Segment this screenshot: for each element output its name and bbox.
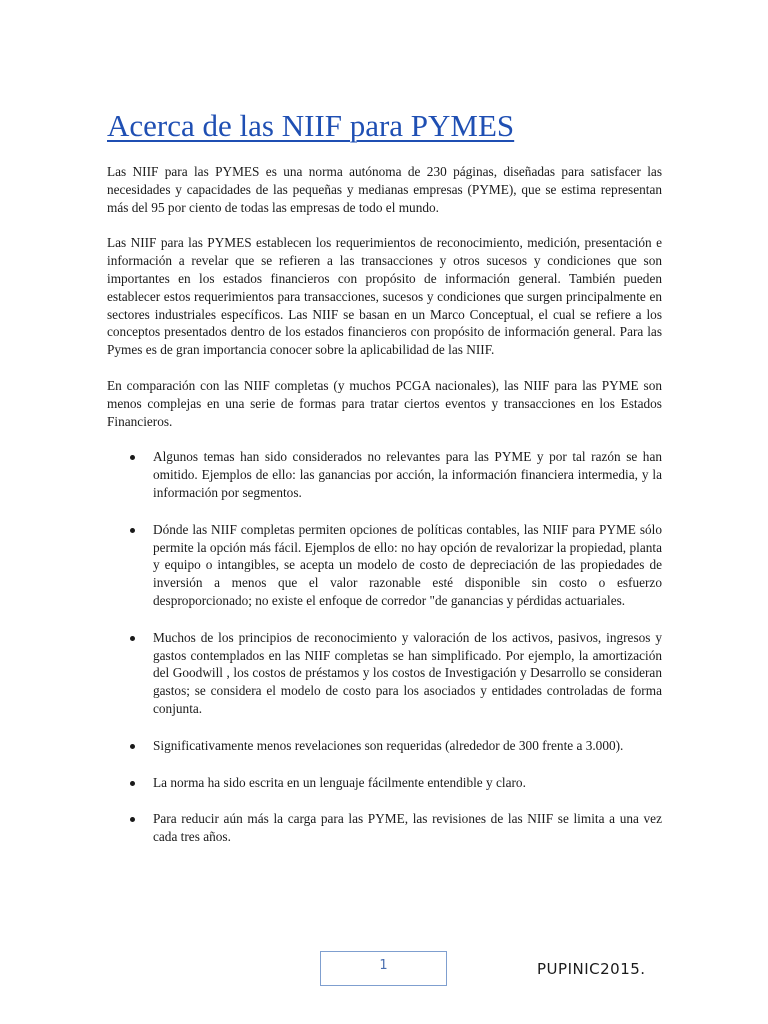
paragraph-comparison: En comparación con las NIIF completas (y muchos PCGA nacionales), las NIIF para las PYME son menos complejas en una serie de formas para tratar ciertos eventos y transacciones en los Estados Financieros. [107, 377, 662, 429]
document-body [107, 163, 662, 865]
list-item [107, 629, 662, 718]
list-item-text: La norma ha sido escrita en un lenguaje fácilmente entendible y claro. [153, 774, 526, 790]
list-item [107, 810, 662, 846]
bullet-icon [130, 781, 135, 786]
bullet-icon [130, 455, 135, 460]
paragraph-requirements: Las NIIF para las PYMES establecen los requerimientos de reconocimiento, medición, presentación e información a revelar que se refieren a las transacciones y otros sucesos y condiciones que son importantes en los estados financieros con propósito de información general. También pueden establecer estos requerimientos para transacciones, sucesos y condiciones que surgen principalmente en sectores industriales específicos. Las NIIF se basan en un Marco Conceptual, el cual se refiere a los conceptos presentados dentro de los estados financieros con propósito de información general. Para las Pymes es de gran importancia conocer sobre la aplicabilidad de las NIIF. [107, 235, 662, 358]
page-number: 1 [379, 958, 388, 973]
list-item-text: Dónde las NIIF completas permiten opciones de políticas contables, las NIIF para PYME sólo permite la opción más fácil. Ejemplos de ello: no hay opción de revalorizar la propiedad, planta y equipo o intangibles, se acepta un modelo de costo de depreciación de las propiedades de inversión a menos que el valor razonable esté disponible sin costo o esfuerzo desproporcionado; no existe el enfoque de corredor "de ganancias y pérdidas actuariales. [153, 521, 662, 608]
list-item-text: Muchos de los principios de reconocimiento y valoración de los activos, pasivos, ingresos y gastos contemplados en las NIIF completas se han simplificado. Por ejemplo, la amortización del Goodwill , los costos de préstamos y los costos de Investigación y Desarrollo se consideran gastos; se considera el modelo de costo para los asociados y entidades controladas de forma conjunta. [153, 629, 662, 716]
bullet-icon [130, 817, 135, 822]
paragraph-intro: Las NIIF para las PYMES es una norma autónoma de 230 páginas, diseñadas para satisfacer las necesidades y capacidades de las pequeñas y medianas empresas (PYME), que se estima representan más del 95 por ciento de todas las empresas de todo el mundo. [107, 164, 662, 215]
list-item [107, 737, 662, 755]
list-item-text: Para reducir aún más la carga para las PYME, las revisiones de las NIIF se limita a una vez cada tres años. [153, 811, 662, 845]
bullet-icon [130, 528, 135, 533]
bullet-list [107, 448, 662, 846]
list-item-text: Significativamente menos revelaciones son requeridas (alrededor de 300 frente a 3.000). [153, 737, 624, 753]
page-number-box [320, 951, 447, 986]
bullet-icon [130, 744, 135, 749]
list-item [107, 774, 662, 792]
list-item-text: Algunos temas han sido considerados no relevantes para las PYME y por tal razón se han omitido. Ejemplos de ello: las ganancias por acción, la información financiera intermedia, y la información por segmentos. [153, 449, 662, 500]
list-item [107, 448, 662, 501]
footer-mark: PUPINIC2015. [537, 960, 646, 978]
bullet-icon [130, 636, 135, 641]
page-title: Acerca de las NIIF para PYMES [107, 108, 515, 143]
list-item [107, 521, 662, 610]
